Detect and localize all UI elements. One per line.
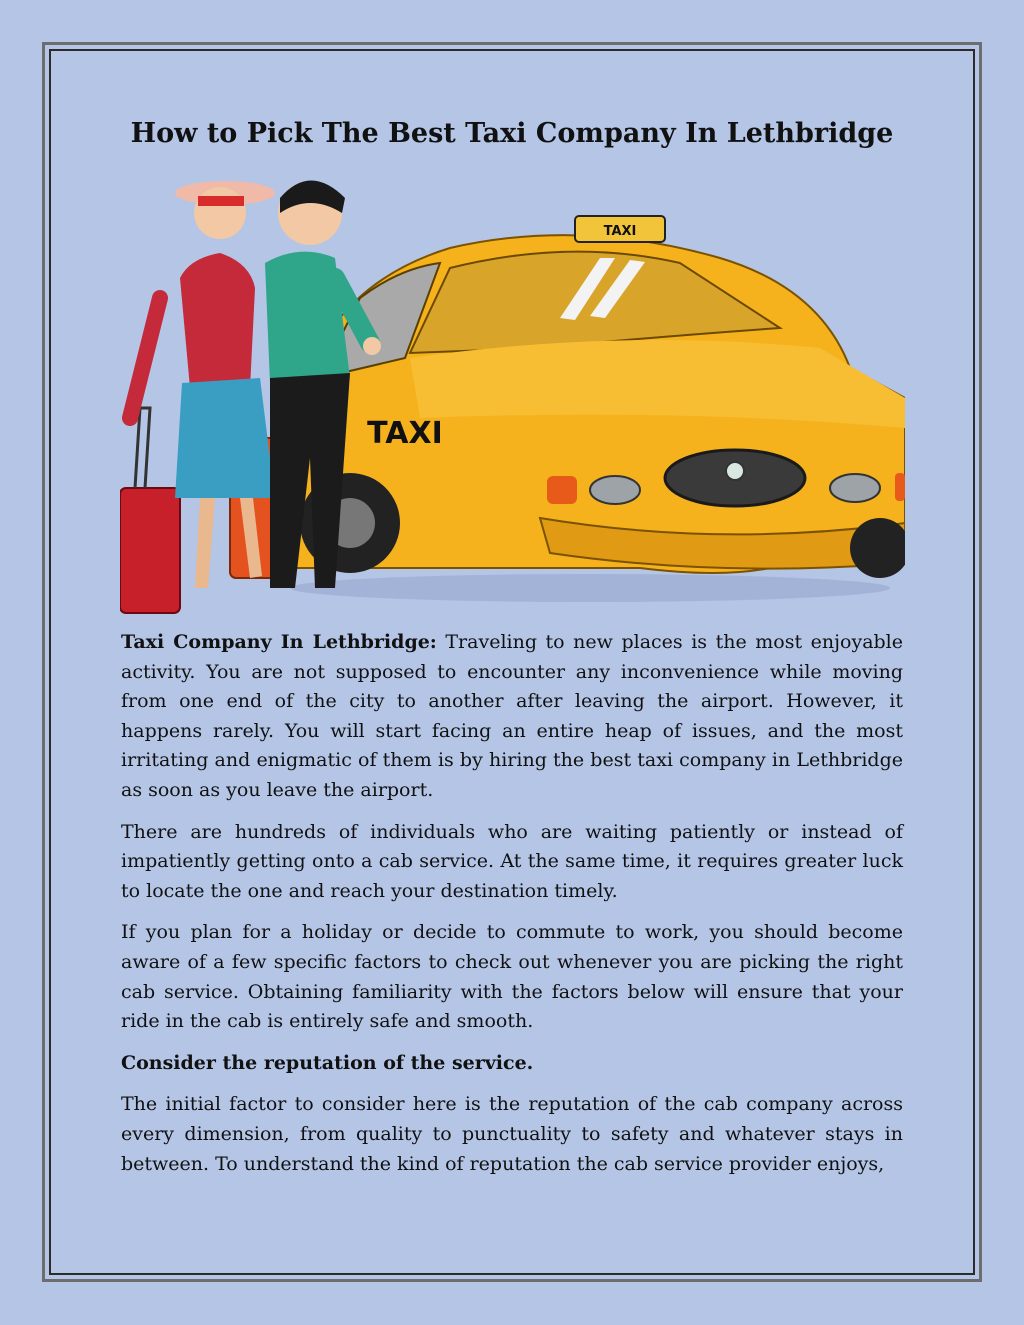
roof-sign-text: TAXI bbox=[603, 224, 637, 239]
taxi-illustration bbox=[120, 168, 905, 614]
headlight-left bbox=[590, 476, 640, 504]
paragraph-2: There are hundreds of individuals who are waiting patiently or instead of impatiently getting onto a cab service. At the same time, it requires greater luck to locate the one and reach your destination timely. bbox=[121, 820, 903, 902]
intro-label: Taxi Company In Lethbridge: bbox=[121, 631, 437, 653]
ground-shadow bbox=[290, 574, 890, 602]
taxi-car bbox=[280, 216, 905, 578]
paragraph-4: The initial factor to consider here is the reputation of the cab company across every dimension, from quality to punctuality to safety and whatever stays in between. To understand the kind of reputation the cab service provider enjoys, bbox=[121, 1093, 903, 1175]
section-heading: Consider the reputation of the service. bbox=[121, 1051, 534, 1074]
article-body bbox=[121, 628, 903, 1191]
badge-icon bbox=[726, 462, 744, 480]
door-taxi-text: TAXI bbox=[367, 416, 443, 451]
intro-text: Traveling to new places is the most enjoyable activity. You are not supposed to encounter any inconvenience while moving from one end of the city to another after leaving the airport. However, it happens rarely. You will start facing an entire heap of issues, and the most irritating and enigmatic of them is by hiring the best taxi company in Lethbridge as soon as you leave the airport. bbox=[121, 631, 903, 801]
headlight-right bbox=[830, 474, 880, 502]
intro-paragraph bbox=[121, 628, 903, 806]
page-title: How to Pick The Best Taxi Company In Lethbridge bbox=[130, 118, 894, 149]
red-suitcase bbox=[120, 488, 180, 613]
paragraph-3: If you plan for a holiday or decide to commute to work, you should become aware of a few specific factors to check out whenever you are picking the right cab service. Obtaining familiarity with the factors below will ensure that your ride in the cab is entirely safe and smooth. bbox=[121, 921, 903, 1033]
